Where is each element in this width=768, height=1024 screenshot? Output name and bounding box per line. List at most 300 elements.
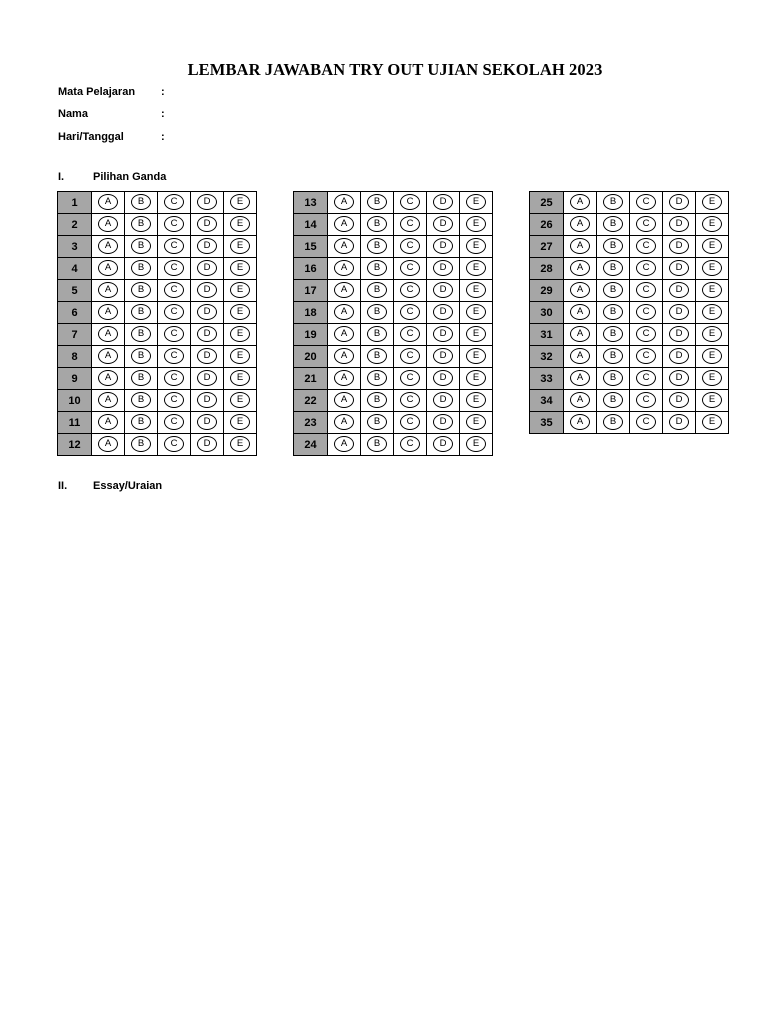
option-cell	[460, 280, 493, 302]
option-cell	[158, 214, 191, 236]
option-cell	[696, 280, 729, 302]
answer-bubble-d[interactable]: D	[433, 260, 453, 276]
answer-row	[294, 236, 493, 258]
option-cell	[394, 390, 427, 412]
answer-bubble-d[interactable]: D	[669, 194, 689, 210]
answer-bubble-e[interactable]: E	[702, 282, 722, 298]
answer-row	[530, 302, 729, 324]
answer-row	[530, 258, 729, 280]
answer-row	[294, 434, 493, 456]
answer-bubble-d[interactable]: D	[197, 238, 217, 254]
answer-bubble-e[interactable]: E	[230, 282, 250, 298]
answer-bubble-a[interactable]: A	[570, 194, 590, 210]
field-subject	[58, 86, 165, 98]
answer-row	[58, 324, 257, 346]
answer-bubble-a[interactable]: A	[570, 414, 590, 430]
option-cell	[92, 302, 125, 324]
answer-bubble-e[interactable]: E	[230, 326, 250, 342]
answer-bubble-e[interactable]: E	[466, 392, 486, 408]
answer-bubble-b[interactable]: B	[367, 304, 387, 320]
answer-bubble-c[interactable]: C	[164, 282, 184, 298]
option-cell	[125, 368, 158, 390]
answer-bubble-c[interactable]: C	[636, 392, 656, 408]
answer-bubble-a[interactable]: A	[98, 414, 118, 430]
answer-bubble-d[interactable]: D	[197, 260, 217, 276]
answer-bubble-a[interactable]: A	[570, 304, 590, 320]
option-cell	[564, 236, 597, 258]
answer-bubble-b[interactable]: B	[603, 326, 623, 342]
option-cell	[328, 214, 361, 236]
answer-bubble-d[interactable]: D	[433, 194, 453, 210]
answer-bubble-b[interactable]: B	[131, 216, 151, 232]
option-cell	[394, 434, 427, 456]
answer-bubble-b[interactable]: B	[603, 282, 623, 298]
question-number: 14	[294, 214, 328, 236]
option-cell	[663, 214, 696, 236]
answer-bubble-c[interactable]: C	[164, 370, 184, 386]
option-cell	[191, 434, 224, 456]
answer-bubble-e[interactable]: E	[466, 348, 486, 364]
answer-row	[58, 434, 257, 456]
answer-bubble-e[interactable]: E	[230, 392, 250, 408]
question-number: 18	[294, 302, 328, 324]
answer-bubble-c[interactable]: C	[164, 260, 184, 276]
answer-bubble-e[interactable]: E	[466, 238, 486, 254]
answer-bubble-d[interactable]: D	[433, 238, 453, 254]
answer-bubble-a[interactable]: A	[98, 370, 118, 386]
answer-row	[294, 302, 493, 324]
answer-bubble-b[interactable]: B	[603, 216, 623, 232]
answer-bubble-c[interactable]: C	[636, 414, 656, 430]
answer-bubble-d[interactable]: D	[197, 326, 217, 342]
answer-bubble-d[interactable]: D	[197, 392, 217, 408]
answer-grid-1	[57, 191, 257, 456]
answer-bubble-c[interactable]: C	[636, 238, 656, 254]
answer-bubble-d[interactable]: D	[197, 216, 217, 232]
answer-bubble-a[interactable]: A	[98, 348, 118, 364]
answer-bubble-a[interactable]: A	[334, 304, 354, 320]
answer-bubble-b[interactable]: B	[131, 370, 151, 386]
question-number: 21	[294, 368, 328, 390]
answer-bubble-a[interactable]: A	[570, 260, 590, 276]
answer-bubble-d[interactable]: D	[669, 370, 689, 386]
question-number: 33	[530, 368, 564, 390]
answer-bubble-a[interactable]: A	[98, 304, 118, 320]
option-cell	[564, 324, 597, 346]
option-cell	[125, 434, 158, 456]
answer-bubble-d[interactable]: D	[197, 436, 217, 452]
answer-bubble-a[interactable]: A	[334, 370, 354, 386]
answer-bubble-c[interactable]: C	[164, 194, 184, 210]
answer-bubble-c[interactable]: C	[636, 194, 656, 210]
answer-bubble-a[interactable]: A	[334, 282, 354, 298]
answer-bubble-d[interactable]: D	[197, 282, 217, 298]
section-multiple-choice	[58, 171, 166, 183]
answer-bubble-a[interactable]: A	[570, 282, 590, 298]
answer-bubble-d[interactable]: D	[669, 282, 689, 298]
option-cell	[125, 302, 158, 324]
answer-bubble-b[interactable]: B	[131, 326, 151, 342]
option-cell	[125, 412, 158, 434]
answer-bubble-c[interactable]: C	[400, 370, 420, 386]
answer-bubble-b[interactable]: B	[131, 260, 151, 276]
answer-bubble-d[interactable]: D	[433, 282, 453, 298]
option-cell	[158, 434, 191, 456]
answer-row	[58, 214, 257, 236]
question-number: 31	[530, 324, 564, 346]
answer-bubble-e[interactable]: E	[702, 304, 722, 320]
answer-bubble-b[interactable]: B	[367, 326, 387, 342]
option-cell	[460, 324, 493, 346]
answer-bubble-d[interactable]: D	[669, 260, 689, 276]
option-cell	[361, 236, 394, 258]
question-number: 11	[58, 412, 92, 434]
option-cell	[696, 192, 729, 214]
answer-bubble-a[interactable]: A	[334, 326, 354, 342]
question-number: 16	[294, 258, 328, 280]
answer-bubble-e[interactable]: E	[230, 238, 250, 254]
answer-bubble-e[interactable]: E	[466, 370, 486, 386]
section-1-label: Pilihan Ganda	[93, 171, 167, 183]
option-cell	[191, 324, 224, 346]
answer-bubble-e[interactable]: E	[702, 216, 722, 232]
answer-bubble-c[interactable]: C	[636, 370, 656, 386]
option-cell	[191, 280, 224, 302]
answer-row	[58, 346, 257, 368]
answer-bubble-d[interactable]: D	[669, 304, 689, 320]
answer-bubble-e[interactable]: E	[466, 282, 486, 298]
option-cell	[158, 412, 191, 434]
answer-bubble-a[interactable]: A	[98, 326, 118, 342]
answer-bubble-d[interactable]: D	[433, 326, 453, 342]
answer-bubble-a[interactable]: A	[98, 216, 118, 232]
answer-bubble-e[interactable]: E	[466, 414, 486, 430]
answer-bubble-b[interactable]: B	[603, 238, 623, 254]
option-cell	[92, 390, 125, 412]
answer-bubble-b[interactable]: B	[131, 282, 151, 298]
answer-row	[58, 280, 257, 302]
answer-bubble-b[interactable]: B	[131, 194, 151, 210]
answer-row	[58, 258, 257, 280]
answer-bubble-d[interactable]: D	[669, 238, 689, 254]
section-2-label: Essay/Uraian	[93, 480, 163, 492]
answer-bubble-e[interactable]: E	[230, 436, 250, 452]
option-cell	[92, 280, 125, 302]
option-cell	[460, 192, 493, 214]
section-1-number: I.	[58, 171, 65, 183]
answer-bubble-a[interactable]: A	[334, 414, 354, 430]
option-cell	[394, 412, 427, 434]
option-cell	[125, 214, 158, 236]
option-cell	[597, 214, 630, 236]
option-cell	[663, 280, 696, 302]
answer-bubble-c[interactable]: C	[164, 216, 184, 232]
option-cell	[597, 192, 630, 214]
answer-bubble-d[interactable]: D	[197, 414, 217, 430]
answer-bubble-a[interactable]: A	[334, 260, 354, 276]
answer-bubble-b[interactable]: B	[603, 370, 623, 386]
option-cell	[158, 346, 191, 368]
question-number: 4	[58, 258, 92, 280]
answer-bubble-e[interactable]: E	[702, 414, 722, 430]
answer-bubble-c[interactable]: C	[400, 260, 420, 276]
answer-bubble-c[interactable]: C	[400, 326, 420, 342]
answer-bubble-d[interactable]: D	[197, 194, 217, 210]
option-cell	[394, 302, 427, 324]
answer-bubble-d[interactable]: D	[433, 370, 453, 386]
question-number: 29	[530, 280, 564, 302]
answer-bubble-a[interactable]: A	[98, 282, 118, 298]
option-cell	[427, 302, 460, 324]
answer-bubble-c[interactable]: C	[164, 238, 184, 254]
option-cell	[564, 368, 597, 390]
option-cell	[427, 258, 460, 280]
answer-bubble-a[interactable]: A	[570, 216, 590, 232]
option-cell	[158, 390, 191, 412]
answer-bubble-c[interactable]: C	[400, 194, 420, 210]
answer-bubble-e[interactable]: E	[702, 392, 722, 408]
answer-row	[294, 346, 493, 368]
option-cell	[191, 192, 224, 214]
answer-bubble-d[interactable]: D	[197, 348, 217, 364]
option-cell	[696, 412, 729, 434]
option-cell	[328, 346, 361, 368]
option-cell	[597, 236, 630, 258]
answer-bubble-c[interactable]: C	[400, 392, 420, 408]
answer-bubble-e[interactable]: E	[702, 326, 722, 342]
answer-bubble-d[interactable]: D	[433, 436, 453, 452]
option-cell	[597, 324, 630, 346]
answer-bubble-c[interactable]: C	[164, 326, 184, 342]
answer-bubble-e[interactable]: E	[466, 194, 486, 210]
answer-bubble-c[interactable]: C	[164, 436, 184, 452]
answer-bubble-c[interactable]: C	[400, 348, 420, 364]
answer-bubble-e[interactable]: E	[466, 304, 486, 320]
answer-bubble-e[interactable]: E	[702, 260, 722, 276]
answer-bubble-b[interactable]: B	[603, 194, 623, 210]
answer-bubble-a[interactable]: A	[98, 238, 118, 254]
answer-bubble-a[interactable]: A	[334, 194, 354, 210]
option-cell	[361, 280, 394, 302]
option-cell	[224, 346, 257, 368]
answer-bubble-e[interactable]: E	[230, 216, 250, 232]
answer-bubble-b[interactable]: B	[367, 436, 387, 452]
answer-bubble-a[interactable]: A	[570, 348, 590, 364]
answer-bubble-b[interactable]: B	[367, 282, 387, 298]
answer-bubble-e[interactable]: E	[230, 348, 250, 364]
answer-bubble-b[interactable]: B	[367, 260, 387, 276]
option-cell	[92, 434, 125, 456]
answer-bubble-d[interactable]: D	[433, 216, 453, 232]
answer-bubble-c[interactable]: C	[636, 348, 656, 364]
answer-row	[294, 258, 493, 280]
option-cell	[92, 258, 125, 280]
answer-bubble-a[interactable]: A	[98, 392, 118, 408]
answer-bubble-c[interactable]: C	[400, 216, 420, 232]
answer-bubble-e[interactable]: E	[230, 304, 250, 320]
answer-bubble-a[interactable]: A	[570, 370, 590, 386]
question-number: 27	[530, 236, 564, 258]
question-number: 25	[530, 192, 564, 214]
answer-bubble-d[interactable]: D	[433, 304, 453, 320]
option-cell	[663, 236, 696, 258]
answer-bubble-a[interactable]: A	[334, 436, 354, 452]
answer-row	[530, 214, 729, 236]
answer-bubble-c[interactable]: C	[636, 282, 656, 298]
answer-bubble-c[interactable]: C	[636, 260, 656, 276]
option-cell	[597, 258, 630, 280]
option-cell	[328, 192, 361, 214]
option-cell	[394, 258, 427, 280]
option-cell	[361, 324, 394, 346]
answer-bubble-a[interactable]: A	[334, 348, 354, 364]
option-cell	[597, 412, 630, 434]
option-cell	[394, 192, 427, 214]
answer-row	[530, 236, 729, 258]
answer-bubble-d[interactable]: D	[433, 392, 453, 408]
question-number: 24	[294, 434, 328, 456]
answer-bubble-b[interactable]: B	[367, 414, 387, 430]
answer-bubble-d[interactable]: D	[433, 414, 453, 430]
answer-bubble-b[interactable]: B	[131, 304, 151, 320]
answer-bubble-c[interactable]: C	[400, 436, 420, 452]
option-cell	[460, 302, 493, 324]
option-cell	[224, 324, 257, 346]
answer-bubble-b[interactable]: B	[603, 414, 623, 430]
option-cell	[460, 214, 493, 236]
answer-bubble-a[interactable]: A	[98, 194, 118, 210]
field-name	[58, 108, 165, 120]
answer-bubble-a[interactable]: A	[570, 326, 590, 342]
answer-bubble-d[interactable]: D	[669, 414, 689, 430]
answer-bubble-c[interactable]: C	[400, 282, 420, 298]
option-cell	[663, 390, 696, 412]
option-cell	[92, 214, 125, 236]
answer-bubble-b[interactable]: B	[367, 216, 387, 232]
answer-bubble-b[interactable]: B	[603, 304, 623, 320]
answer-bubble-a[interactable]: A	[334, 238, 354, 254]
option-cell	[663, 346, 696, 368]
answer-bubble-c[interactable]: C	[164, 304, 184, 320]
answer-row	[294, 368, 493, 390]
answer-bubble-d[interactable]: D	[197, 304, 217, 320]
answer-bubble-a[interactable]: A	[570, 392, 590, 408]
answer-bubble-d[interactable]: D	[669, 216, 689, 232]
answer-bubble-e[interactable]: E	[230, 260, 250, 276]
question-number: 17	[294, 280, 328, 302]
answer-bubble-b[interactable]: B	[131, 414, 151, 430]
answer-bubble-c[interactable]: C	[400, 304, 420, 320]
option-cell	[224, 434, 257, 456]
answer-bubble-b[interactable]: B	[603, 260, 623, 276]
answer-bubble-a[interactable]: A	[98, 260, 118, 276]
option-cell	[427, 280, 460, 302]
answer-bubble-d[interactable]: D	[669, 326, 689, 342]
option-cell	[92, 368, 125, 390]
answer-bubble-e[interactable]: E	[702, 348, 722, 364]
answer-bubble-d[interactable]: D	[669, 392, 689, 408]
answer-bubble-a[interactable]: A	[98, 436, 118, 452]
option-cell	[663, 302, 696, 324]
answer-bubble-b[interactable]: B	[367, 238, 387, 254]
answer-bubble-e[interactable]: E	[230, 194, 250, 210]
question-number: 26	[530, 214, 564, 236]
option-cell	[663, 324, 696, 346]
answer-bubble-b[interactable]: B	[131, 348, 151, 364]
answer-bubble-d[interactable]: D	[197, 370, 217, 386]
option-cell	[427, 192, 460, 214]
option-cell	[125, 390, 158, 412]
answer-bubble-c[interactable]: C	[164, 414, 184, 430]
answer-row	[294, 412, 493, 434]
question-number: 5	[58, 280, 92, 302]
field-date-label: Hari/Tanggal	[58, 131, 124, 143]
answer-bubble-b[interactable]: B	[367, 392, 387, 408]
option-cell	[630, 390, 663, 412]
answer-bubble-e[interactable]: E	[466, 216, 486, 232]
question-number: 32	[530, 346, 564, 368]
option-cell	[125, 258, 158, 280]
answer-bubble-e[interactable]: E	[702, 194, 722, 210]
answer-bubble-c[interactable]: C	[636, 216, 656, 232]
option-cell	[224, 258, 257, 280]
answer-bubble-d[interactable]: D	[433, 348, 453, 364]
answer-bubble-e[interactable]: E	[466, 260, 486, 276]
answer-bubble-e[interactable]: E	[230, 370, 250, 386]
answer-bubble-e[interactable]: E	[230, 414, 250, 430]
option-cell	[125, 280, 158, 302]
option-cell	[630, 236, 663, 258]
answer-bubble-c[interactable]: C	[400, 238, 420, 254]
answer-bubble-d[interactable]: D	[669, 348, 689, 364]
answer-bubble-c[interactable]: C	[636, 304, 656, 320]
answer-bubble-b[interactable]: B	[131, 392, 151, 408]
question-number: 3	[58, 236, 92, 258]
question-number: 20	[294, 346, 328, 368]
answer-bubble-b[interactable]: B	[367, 348, 387, 364]
option-cell	[224, 302, 257, 324]
answer-bubble-b[interactable]: B	[131, 238, 151, 254]
answer-bubble-c[interactable]: C	[164, 392, 184, 408]
option-cell	[663, 192, 696, 214]
option-cell	[630, 302, 663, 324]
answer-bubble-a[interactable]: A	[334, 392, 354, 408]
option-cell	[224, 368, 257, 390]
option-cell	[460, 236, 493, 258]
answer-bubble-b[interactable]: B	[131, 436, 151, 452]
answer-bubble-c[interactable]: C	[636, 326, 656, 342]
answer-bubble-e[interactable]: E	[466, 436, 486, 452]
answer-bubble-e[interactable]: E	[702, 238, 722, 254]
option-cell	[630, 368, 663, 390]
answer-bubble-a[interactable]: A	[570, 238, 590, 254]
answer-bubble-b[interactable]: B	[367, 194, 387, 210]
option-cell	[427, 368, 460, 390]
question-number: 23	[294, 412, 328, 434]
answer-bubble-e[interactable]: E	[702, 370, 722, 386]
answer-bubble-c[interactable]: C	[400, 414, 420, 430]
answer-bubble-a[interactable]: A	[334, 216, 354, 232]
answer-bubble-b[interactable]: B	[603, 392, 623, 408]
option-cell	[361, 192, 394, 214]
answer-bubble-b[interactable]: B	[603, 348, 623, 364]
option-cell	[630, 412, 663, 434]
answer-bubble-e[interactable]: E	[466, 326, 486, 342]
answer-bubble-c[interactable]: C	[164, 348, 184, 364]
answer-bubble-b[interactable]: B	[367, 370, 387, 386]
option-cell	[361, 390, 394, 412]
field-subject-label: Mata Pelajaran	[58, 86, 136, 98]
